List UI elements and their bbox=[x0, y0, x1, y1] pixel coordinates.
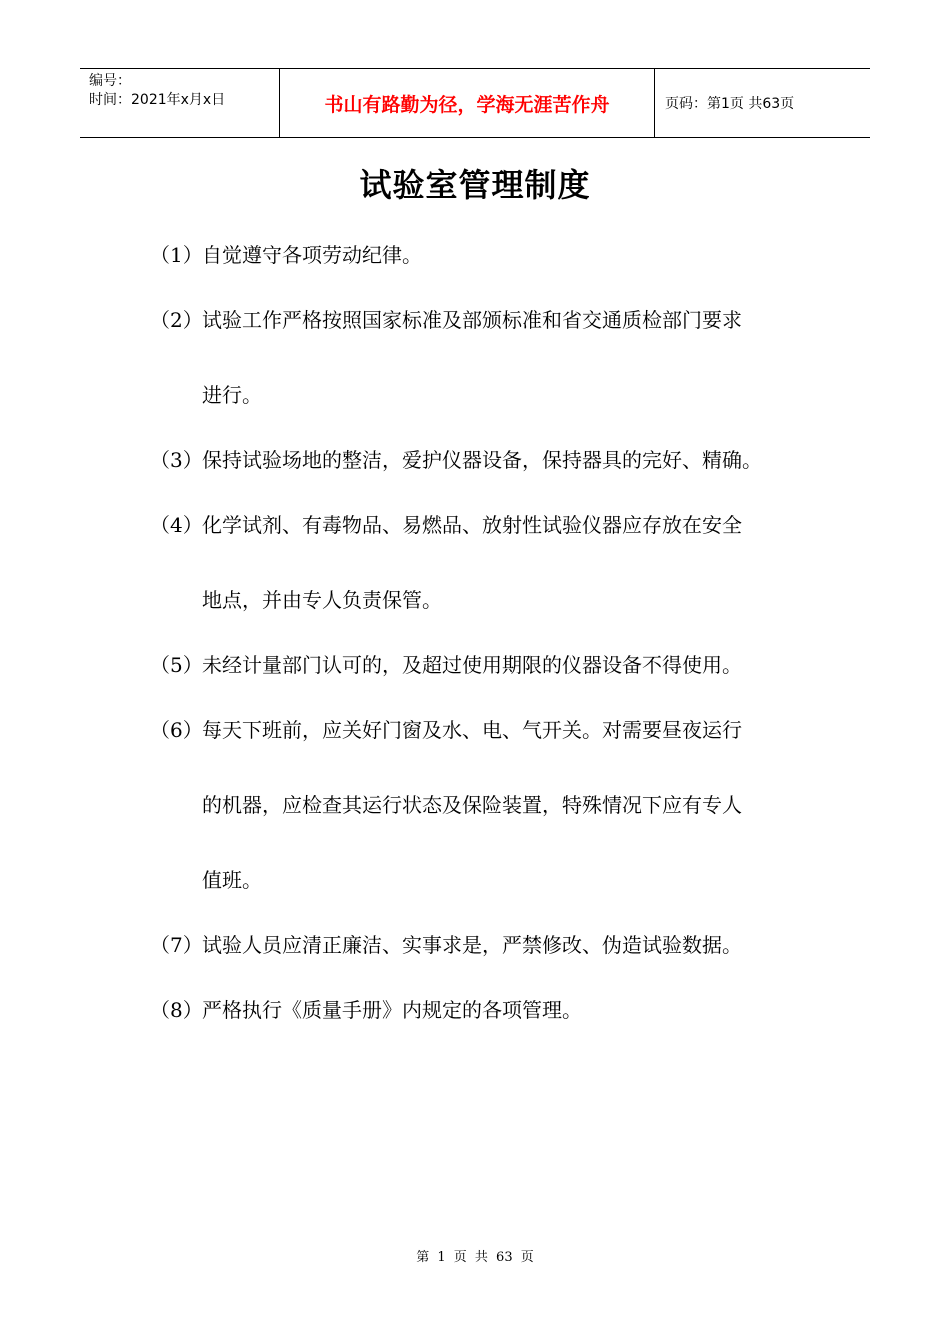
header-page-label: 页码：第1页 共63页 bbox=[665, 96, 795, 112]
rule-item-6 bbox=[150, 711, 830, 899]
rule-item-7 bbox=[150, 926, 830, 964]
time-label: 时间：2021年x月x日 bbox=[89, 92, 226, 108]
rule-item-8 bbox=[150, 991, 830, 1029]
rule-number: （6） bbox=[150, 718, 203, 742]
rule-number: （3） bbox=[150, 448, 203, 472]
rule-text-line: 地点，并由专人负责保管。 bbox=[202, 588, 442, 612]
rule-text-line: 每天下班前，应关好门窗及水、电、气开关。对需要昼夜运行 bbox=[202, 718, 742, 742]
rule-text-line: 自觉遵守各项劳动纪律。 bbox=[202, 243, 422, 267]
rule-number: （8） bbox=[150, 998, 203, 1022]
document-title: 试验室管理制度 bbox=[359, 166, 591, 204]
page-footer: 第 1 页 共 63 页 bbox=[416, 1250, 534, 1265]
rule-number: （1） bbox=[150, 243, 203, 267]
rule-text-line: 严格执行《质量手册》内规定的各项管理。 bbox=[202, 998, 582, 1022]
rules-list bbox=[150, 236, 830, 1029]
rule-text-line: 的机器，应检查其运行状态及保险装置，特殊情况下应有专人 bbox=[202, 793, 742, 817]
rule-number: （7） bbox=[150, 933, 203, 957]
header-motto: 书山有路勤为径，学海无涯苦作舟 bbox=[280, 69, 655, 137]
rule-number: （4） bbox=[150, 513, 203, 537]
header-meta-cell bbox=[80, 69, 280, 137]
rule-item-3 bbox=[150, 441, 830, 479]
rule-item-2 bbox=[150, 301, 830, 414]
rule-number: （5） bbox=[150, 653, 203, 677]
rule-text-line: 试验人员应清正廉洁、实事求是，严禁修改、伪造试验数据。 bbox=[202, 933, 742, 957]
rule-text-line: 试验工作严格按照国家标准及部颁标准和省交通质检部门要求 bbox=[202, 308, 742, 332]
document-header bbox=[80, 68, 870, 138]
rule-text-line: 未经计量部门认可的，及超过使用期限的仪器设备不得使用。 bbox=[202, 653, 742, 677]
rule-item-5 bbox=[150, 646, 830, 684]
number-label: 编号： bbox=[89, 73, 131, 89]
rule-text-line: 值班。 bbox=[202, 868, 262, 892]
rule-text-line: 保持试验场地的整洁，爱护仪器设备，保持器具的完好、精确。 bbox=[202, 448, 762, 472]
rule-text-line: 进行。 bbox=[202, 383, 262, 407]
rule-number: （2） bbox=[150, 308, 203, 332]
rule-text-line: 化学试剂、有毒物品、易燃品、放射性试验仪器应存放在安全 bbox=[202, 513, 742, 537]
rule-item-4 bbox=[150, 506, 830, 619]
rule-item-1 bbox=[150, 236, 830, 274]
